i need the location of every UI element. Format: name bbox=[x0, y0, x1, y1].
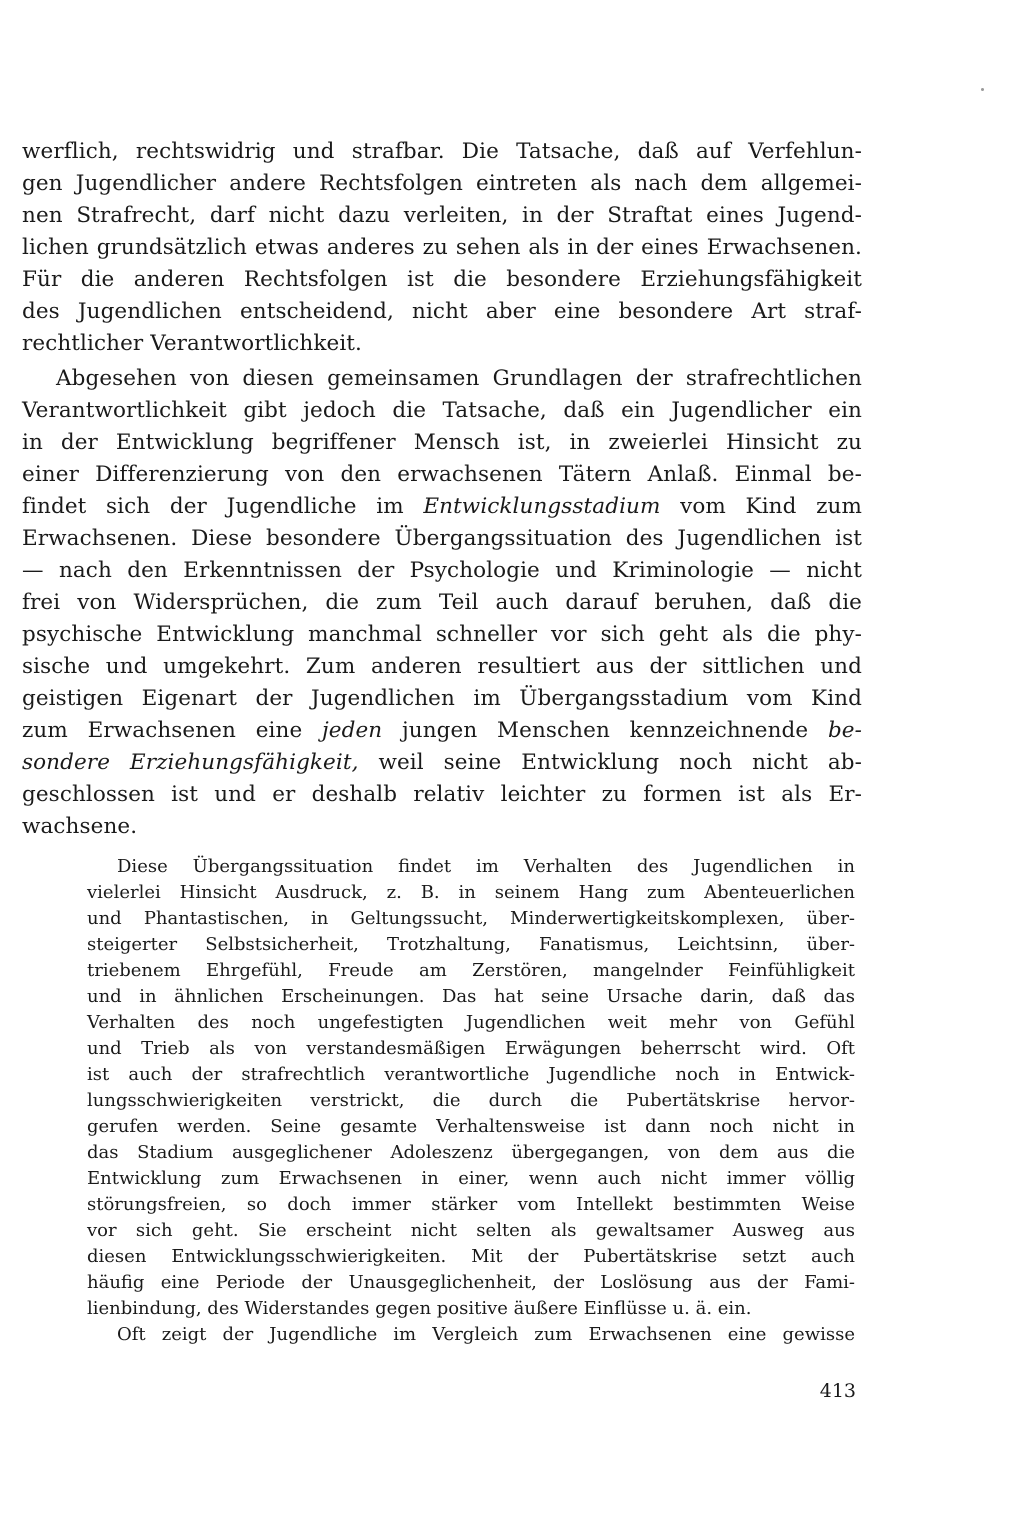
text-line: gen Jugendlicher andere Rechtsfolgen eintreten als nach dem allgemei- bbox=[22, 171, 862, 196]
text-line: nen Strafrecht, darf nicht dazu verleiten, in der Straftat eines Jugend- bbox=[22, 203, 862, 228]
text-line: rechtlicher Verantwortlichkeit. bbox=[22, 331, 362, 356]
small-text-line: lienbindung, des Widerstandes gegen positive äußere Einflüsse u. ä. ein. bbox=[87, 1298, 752, 1319]
text-line: Für die anderen Rechtsfolgen ist die besondere Erziehungsfähigkeit bbox=[22, 267, 862, 292]
small-text-line: Oft zeigt der Jugendliche im Vergleich zum Erwachsenen eine gewisse bbox=[117, 1324, 855, 1345]
text-line: geschlossen ist und er deshalb relativ leichter zu formen ist als Er- bbox=[22, 782, 862, 807]
text-line bbox=[22, 747, 862, 779]
text-line bbox=[22, 715, 862, 747]
small-text-line: das Stadium ausgeglichener Adoleszenz übergegangen, von dem aus die bbox=[87, 1142, 855, 1163]
text-line: wachsene. bbox=[22, 814, 138, 839]
small-text-line: diesen Entwicklungsschwierigkeiten. Mit der Pubertätskrise setzt auch bbox=[87, 1246, 855, 1267]
small-text-line: ist auch der strafrechtlich verantwortliche Jugendliche noch in Entwick- bbox=[87, 1064, 855, 1085]
page-number: 413 bbox=[819, 1380, 856, 1402]
main-text bbox=[22, 136, 862, 843]
text-line: einer Differenzierung von den erwachsenen Tätern Anlaß. Einmal be- bbox=[22, 462, 862, 487]
small-text-line: und in ähnlichen Erscheinungen. Das hat seine Ursache darin, daß das bbox=[87, 986, 855, 1007]
text-run: weil seine Entwicklung noch nicht ab- bbox=[358, 750, 863, 775]
small-text-line: störungsfreien, so doch immer stärker vom Intellekt bestimmten Weise bbox=[87, 1194, 855, 1215]
small-text-line: Entwicklung zum Erwachsenen in einer, wenn auch nicht immer völlig bbox=[87, 1168, 855, 1189]
small-text-line: Diese Übergangssituation findet im Verhalten des Jugendlichen in bbox=[117, 856, 855, 877]
text-line: psychische Entwicklung manchmal schneller vor sich geht als die phy- bbox=[22, 622, 862, 647]
text-line: lichen grundsätzlich etwas anderes zu sehen als in der eines Erwachsenen. bbox=[22, 235, 862, 260]
small-text-line: Verhalten des noch ungefestigten Jugendlichen weit mehr von Gefühl bbox=[87, 1012, 855, 1033]
emphasis-term: Entwicklungsstadium bbox=[423, 494, 661, 519]
text-run: vom Kind zum bbox=[660, 494, 862, 519]
text-run: zum Erwachsenen eine bbox=[22, 718, 323, 743]
text-line: Erwachsenen. Diese besondere Übergangssituation des Jugendlichen ist bbox=[22, 526, 862, 551]
text-line: frei von Widersprüchen, die zum Teil auch darauf beruhen, daß die bbox=[22, 590, 862, 615]
small-text-line: und Phantastischen, in Geltungssucht, Minderwertigkeitskomplexen, über- bbox=[87, 908, 855, 929]
small-text-line: vielerlei Hinsicht Ausdruck, z. B. in seinem Hang zum Abenteuerlichen bbox=[87, 882, 855, 903]
text-line: Verantwortlichkeit gibt jedoch die Tatsache, daß ein Jugendlicher ein bbox=[22, 398, 862, 423]
text-run: findet sich der Jugendliche im bbox=[22, 494, 424, 519]
small-text-line: lungsschwierigkeiten verstrickt, die durch die Pubertätskrise hervor- bbox=[87, 1090, 855, 1111]
emphasis-term: be- bbox=[827, 718, 862, 743]
text-line: geistigen Eigenart der Jugendlichen im Übergangsstadium vom Kind bbox=[22, 686, 862, 711]
small-text-line: steigerter Selbstsicherheit, Trotzhaltung, Fanatismus, Leichtsinn, über- bbox=[87, 934, 855, 955]
text-line: — nach den Erkenntnissen der Psychologie und Kriminologie — nicht bbox=[22, 558, 862, 583]
text-line: werflich, rechtswidrig und strafbar. Die Tatsache, daß auf Verfehlun- bbox=[22, 139, 862, 164]
small-text-line: häufig eine Periode der Unausgeglichenheit, der Loslösung aus der Fami- bbox=[87, 1272, 855, 1293]
small-text-line: vor sich geht. Sie erscheint nicht selten als gewaltsamer Ausweg aus bbox=[87, 1220, 855, 1241]
text-line: des Jugendlichen entscheidend, nicht aber eine besondere Art straf- bbox=[22, 299, 862, 324]
text-line bbox=[22, 491, 862, 523]
text-line: sische und umgekehrt. Zum anderen resultiert aus der sittlichen und bbox=[22, 654, 862, 679]
emphasis-term: jeden bbox=[322, 718, 383, 743]
emphasis-term: sondere Erziehungsfähigkeit, bbox=[22, 750, 359, 775]
scan-speck bbox=[981, 88, 984, 91]
small-text-line: gerufen werden. Seine gesamte Verhaltensweise ist dann noch nicht in bbox=[87, 1116, 855, 1137]
small-print-text bbox=[87, 854, 855, 1348]
small-text-line: triebenem Ehrgefühl, Freude am Zerstören, mangelnder Feinfühligkeit bbox=[87, 960, 855, 981]
text-run: jungen Menschen kennzeichnende bbox=[382, 718, 828, 743]
text-line: in der Entwicklung begriffener Mensch ist, in zweierlei Hinsicht zu bbox=[22, 430, 862, 455]
text-line: Abgesehen von diesen gemeinsamen Grundlagen der strafrechtlichen bbox=[56, 366, 862, 391]
small-text-line: und Trieb als von verstandesmäßigen Erwägungen beherrscht wird. Oft bbox=[87, 1038, 855, 1059]
